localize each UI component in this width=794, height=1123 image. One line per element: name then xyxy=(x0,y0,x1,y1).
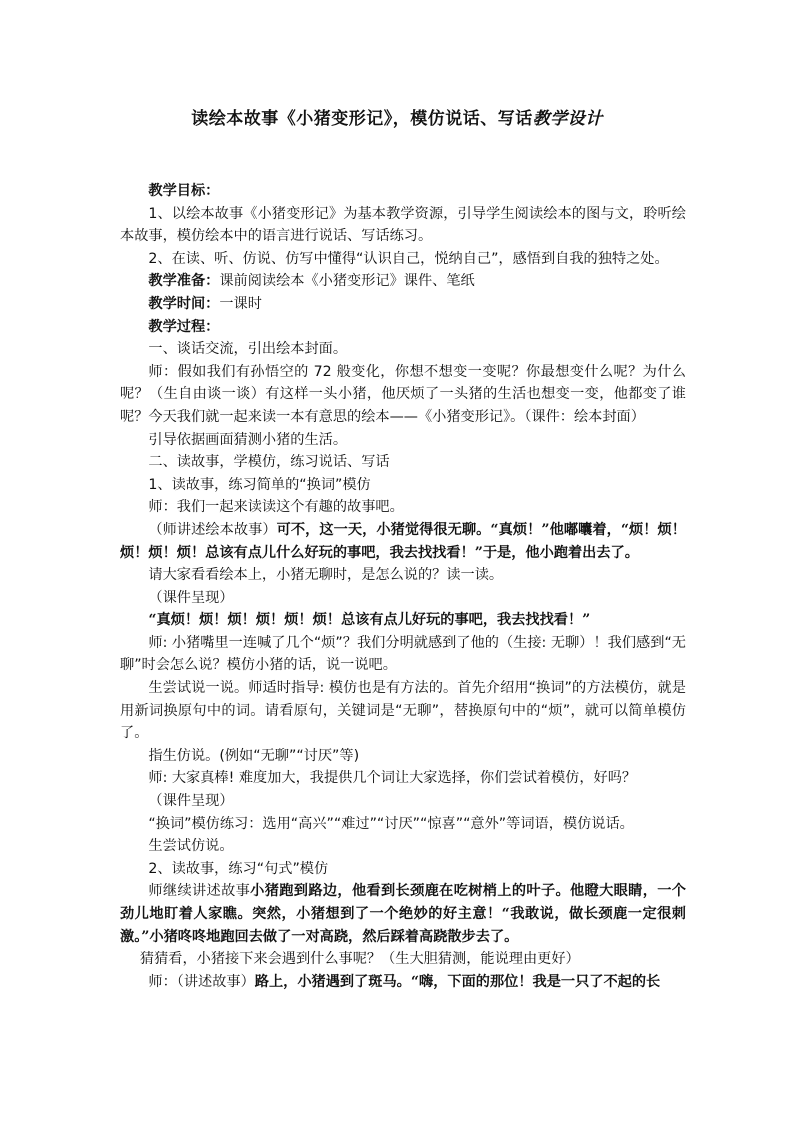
title-main: 读绘本故事《小猪变形记》，模仿说话、写话 xyxy=(191,109,533,129)
goal-1: 1、以绘本故事《小猪变形记》为基本教学资源，引导学生阅读绘本的图与文，聆听绘本故事，模仿绘本中的语言进行说话、写话练习。 xyxy=(120,205,686,245)
paragraph-15 xyxy=(120,880,686,948)
story-excerpt-3: 路上，小猪遇到了斑马。“嗨，下面的那位！我是一只了不起的长 xyxy=(254,973,661,990)
paragraph-4 xyxy=(120,519,686,564)
paragraph-13: “换词”模仿练习：选用“高兴”“难过”“讨厌”“惊喜”“意外”等词语，模仿说话。 xyxy=(148,815,634,832)
document-body xyxy=(120,180,686,993)
paragraph-12: （课件呈现） xyxy=(148,793,234,810)
paragraph-16: 猜猜看，小猪接下来会遇到什么事呢？（生大胆猜测，能说理由更好） xyxy=(139,951,580,968)
paragraph-8: 师: 小猪嘴里一连喊了几个“烦”？我们分明就感到了他的（生接: 无聊）！我们感到“无聊”时会怎么说？模仿小猪的话，说一说吧。 xyxy=(120,634,686,674)
process-heading: 教学过程： xyxy=(148,318,220,335)
paragraph-2: 引导依据画面猜测小猪的生活。 xyxy=(148,431,348,448)
goal-heading: 教学目标： xyxy=(148,183,220,199)
paragraph-14: 生尝试仿说。 xyxy=(148,838,234,855)
time-text: 一课时 xyxy=(219,295,262,312)
paragraph-3: 师：我们一起来读读这个有趣的故事吧。 xyxy=(148,499,404,516)
prep-label: 教学准备： xyxy=(148,273,220,290)
time-label: 教学时间： xyxy=(148,295,220,312)
section-1-heading: 一、谈话交流，引出绘本封面。 xyxy=(148,341,348,358)
paragraph-11: 师: 大家真棒! 难度加大，我提供几个词让大家选择，你们尝试着模仿，好吗？ xyxy=(148,770,637,787)
section-2-heading: 二、读故事，学模仿，练习说话、写话 xyxy=(148,454,390,471)
subsection-2-heading: 2、读故事，练习“句式”模仿 xyxy=(148,860,329,877)
paragraph-9: 生尝试说一说。师适时指导: 模仿也是有方法的。首先介绍用“换词”的方法模仿，就是用新词换原句中的词。请看原句，关键词是“无聊”，替换原句中的“烦”，就可以简单模仿了。 xyxy=(120,680,686,742)
paragraph-1: 师：假如我们有孙悟空的 72 般变化，你想不想变一变呢？你最想变什么呢？为什么呢？（生自由谈一谈）有这样一头小猪，他厌烦了一头猪的生活也想变一变，他都变了谁呢？今天我们就一起来读一本有意思的绘本——《小猪变形记》。（课件：绘本封面） xyxy=(120,363,686,425)
paragraph-10: 指生仿说。(例如“无聊”“讨厌”等) xyxy=(148,747,360,764)
paragraph-17 xyxy=(120,971,686,994)
title-italic: 教学设计 xyxy=(532,109,603,129)
paragraph-6: （课件呈现） xyxy=(148,589,234,606)
preparation xyxy=(120,270,686,293)
quoted-sentence: “真烦！烦！烦！烦！烦！烦！总该有点儿好玩的事吧，我去找找看！” xyxy=(148,612,591,629)
paragraph-4-lead: （师讲述绘本故事） xyxy=(148,521,277,538)
subsection-1-heading: 1、读故事，练习简单的“换词”模仿 xyxy=(148,476,371,493)
goal-2: 2、在读、听、仿说、仿写中懂得“认识自己，悦纳自己”，感悟到自我的独特之处。 xyxy=(148,250,669,267)
story-excerpt-1: 可不，这一天，小猪觉得很无聊。“真烦！”他嘟囔着，“烦！烦！烦！烦！烦！总该有点儿什么好玩的事吧，我去找找看！”于是，他小跑着出去了。 xyxy=(120,521,686,561)
paragraph-5: 请大家看看绘本上，小猪无聊时，是怎么说的？读一读。 xyxy=(148,567,504,584)
teaching-time xyxy=(120,293,686,316)
paragraph-15-lead: 师继续讲述故事 xyxy=(148,883,251,900)
document-title xyxy=(0,104,794,129)
prep-text: 课前阅读绘本《小猪变形记》课件、笔纸 xyxy=(219,273,475,290)
paragraph-17-lead: 师：（讲述故事） xyxy=(148,973,255,990)
story-excerpt-2: 小猪跑到路边，他看到长颈鹿在吃树梢上的叶子。他瞪大眼睛，一个劲儿地盯着人家瞧。突然，小猪想到了一个绝妙的好主意！“我敢说，做长颈鹿一定很刺激。”小猪咚咚地跑回去做了一对高跷，然后踩着高跷散步去了。 xyxy=(120,883,686,945)
